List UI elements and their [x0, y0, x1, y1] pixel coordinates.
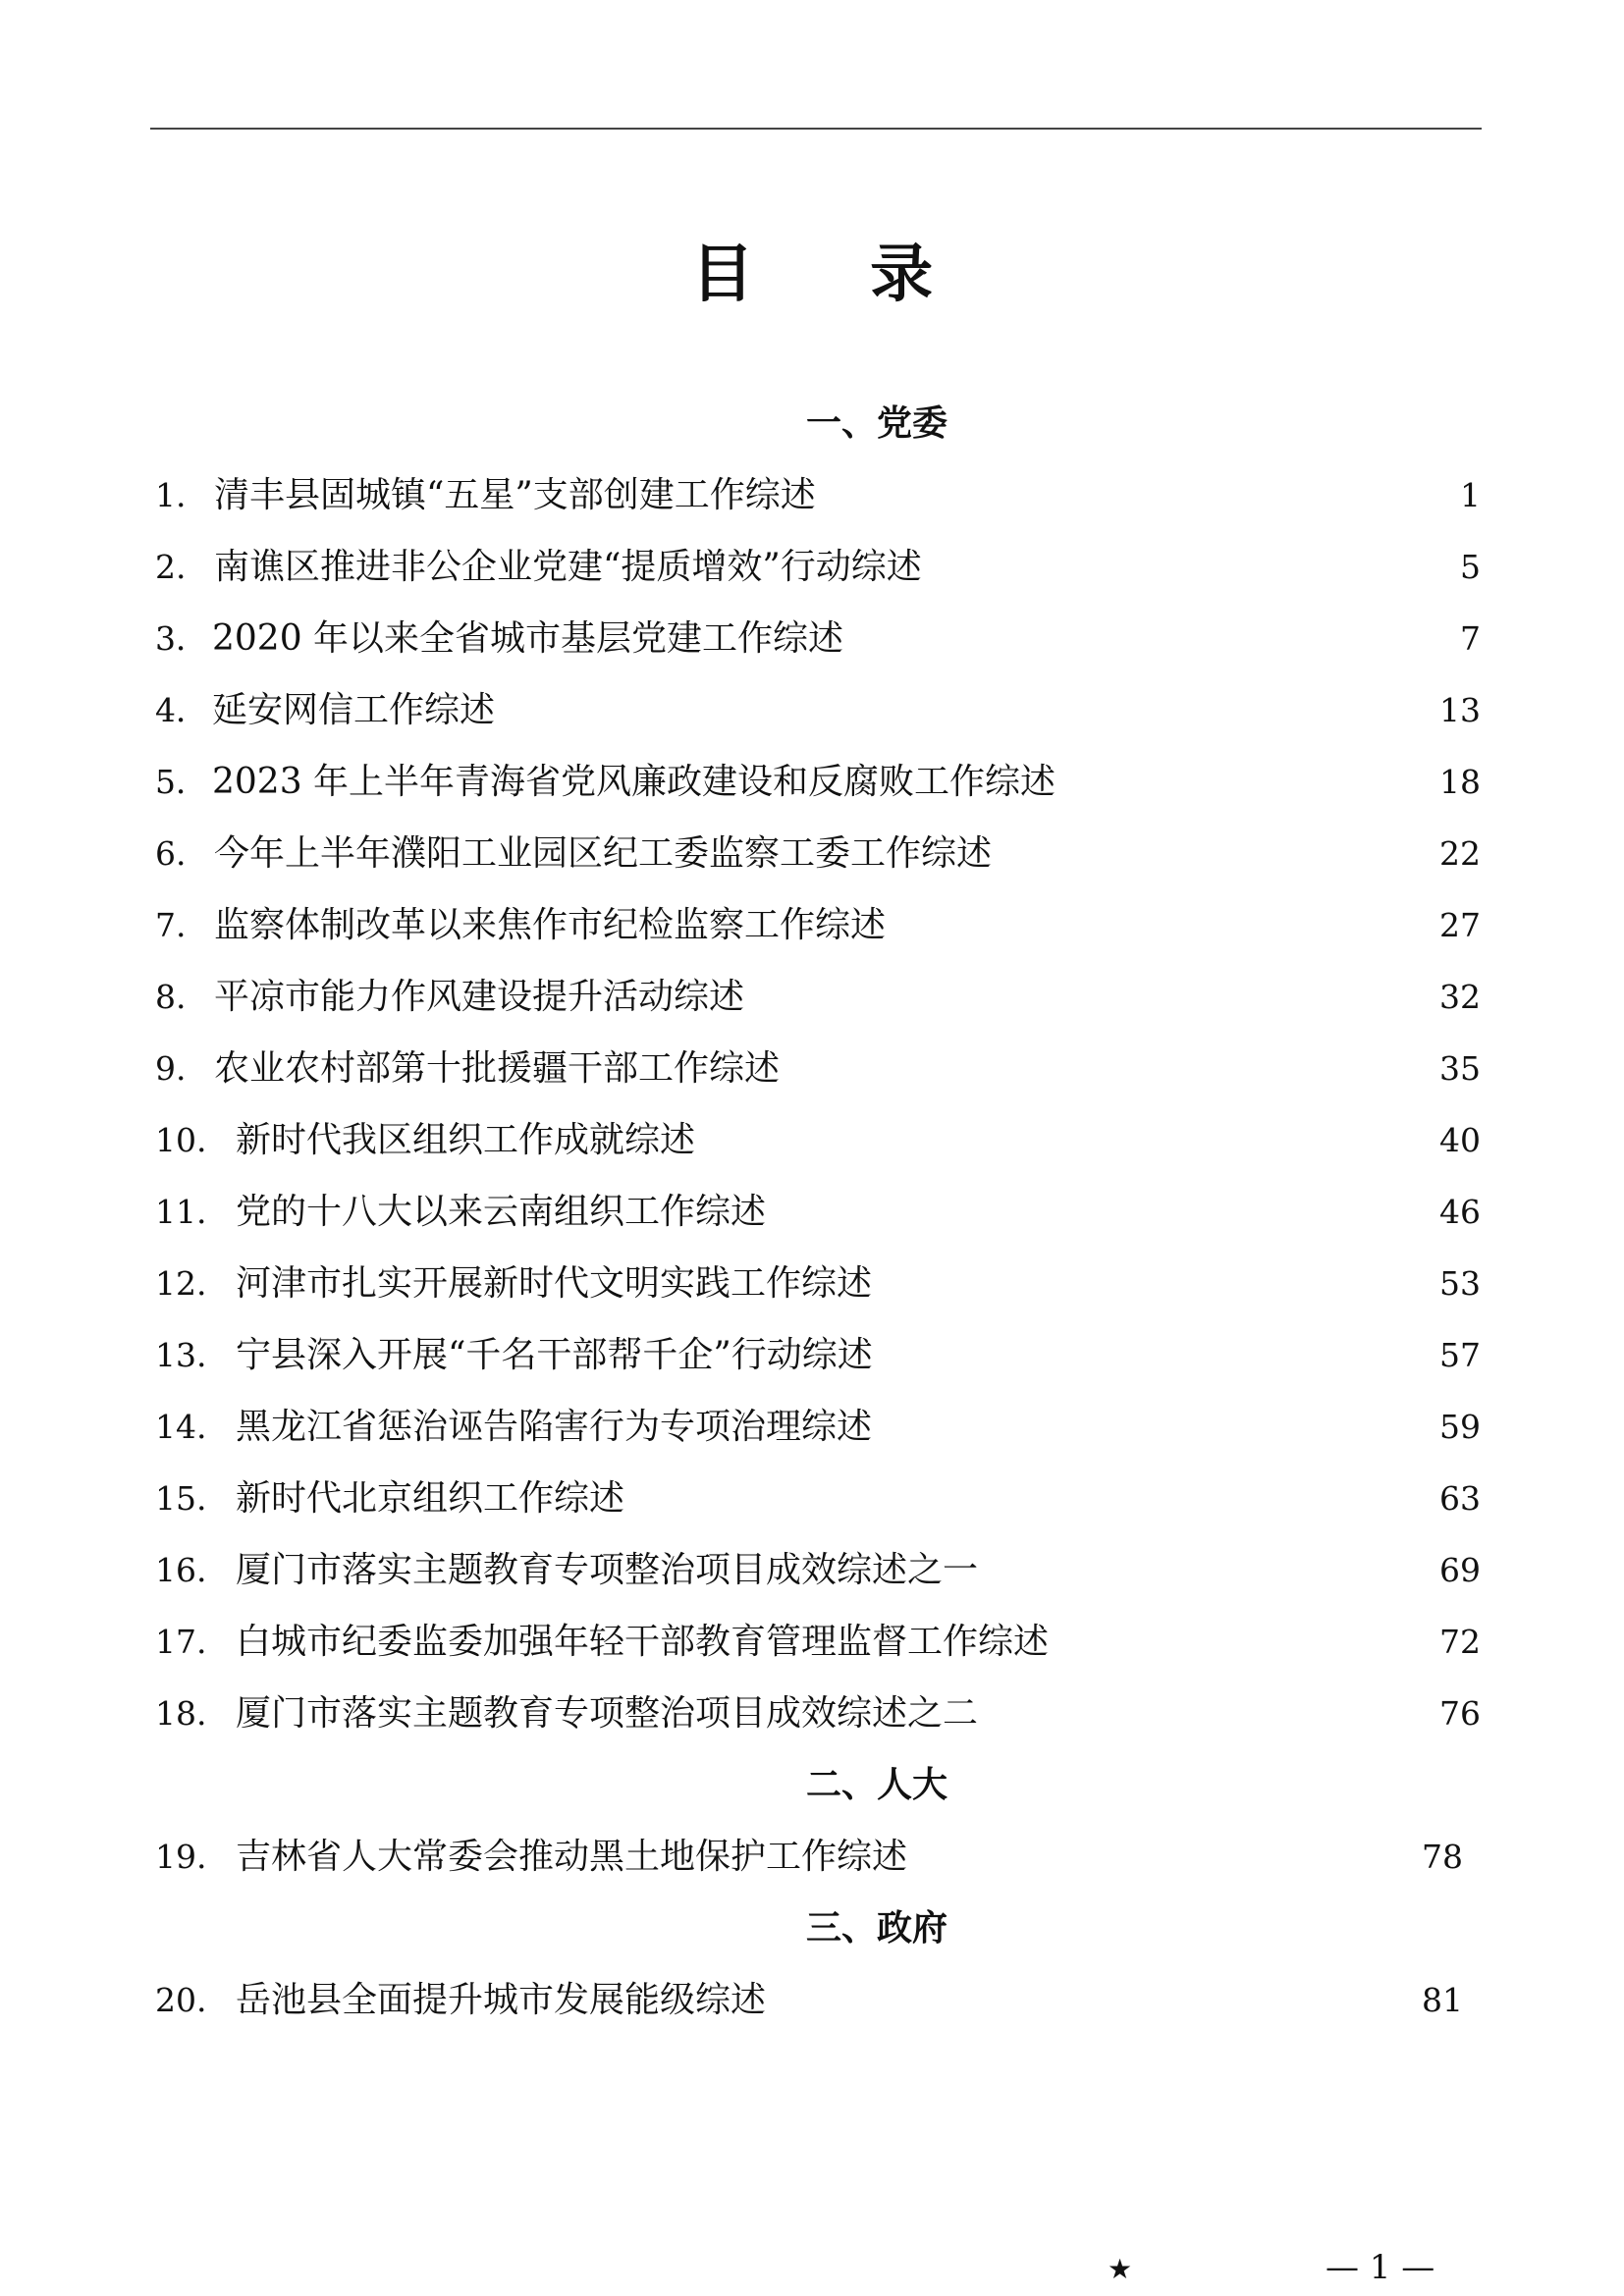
toc-entry-page: 46: [1439, 1193, 1481, 1231]
toc-entry-number: 19.: [155, 1838, 207, 1876]
toc-entry[interactable]: [155, 1606, 1481, 1678]
toc-entry[interactable]: [155, 1391, 1481, 1463]
toc-entry-page: 1: [1460, 476, 1481, 514]
section-heading: 二、人大: [805, 1765, 947, 1805]
toc-entry-number: 8.: [155, 978, 187, 1016]
toc-entry-title: 2023 年上半年青海省党风廉政建设和反腐败工作综述: [212, 762, 1056, 802]
toc-entry-page: 69: [1439, 1551, 1481, 1589]
toc-entry[interactable]: [155, 961, 1481, 1033]
toc-entry-page: 13: [1439, 691, 1481, 729]
toc-entry-page: 32: [1439, 978, 1481, 1016]
toc-entry-title: 岳池县全面提升城市发展能级综述: [236, 1980, 767, 2020]
toc-entry[interactable]: [155, 459, 1481, 531]
header-rule: [150, 128, 1482, 130]
toc-entry-title: 黑龙江省惩治诬告陷害行为专项治理综述: [236, 1407, 873, 1447]
table-of-contents: [155, 388, 1481, 2036]
toc-entry-title: 2020 年以来全省城市基层党建工作综述: [212, 618, 844, 659]
toc-entry-page: 81: [1422, 1981, 1463, 2019]
toc-entry-page: 76: [1439, 1694, 1481, 1733]
toc-entry[interactable]: [155, 1821, 1481, 1893]
toc-entry-title: 南谯区推进非公企业党建“提质增效”行动综述: [214, 547, 922, 587]
toc-entry-title: 今年上半年濮阳工业园区纪工委监察工委工作综述: [214, 833, 993, 874]
toc-entry-page: 27: [1439, 906, 1481, 944]
toc-entry-title: 清丰县固城镇“五星”支部创建工作综述: [214, 475, 816, 515]
toc-entry-number: 11.: [155, 1193, 207, 1231]
toc-entry-number: 12.: [155, 1264, 207, 1303]
toc-entry-title: 白城市纪委监委加强年轻干部教育管理监督工作综述: [236, 1622, 1050, 1662]
toc-entry[interactable]: [155, 1964, 1481, 2036]
toc-entry-number: 15.: [155, 1479, 207, 1518]
toc-entry-title: 延安网信工作综述: [212, 690, 496, 730]
toc-entry-page: 22: [1439, 834, 1481, 873]
toc-entry-page: 59: [1439, 1408, 1481, 1446]
toc-entry-number: 18.: [155, 1694, 207, 1733]
toc-entry-title: 厦门市落实主题教育专项整治项目成效综述之二: [236, 1693, 979, 1734]
toc-entry-page: 63: [1439, 1479, 1481, 1518]
toc-entry-number: 2.: [155, 548, 187, 586]
toc-entry-number: 1.: [155, 476, 187, 514]
toc-entry-title: 河津市扎实开展新时代文明实践工作综述: [236, 1263, 873, 1304]
toc-entry-number: 6.: [155, 834, 187, 873]
toc-entry-title: 平凉市能力作风建设提升活动综述: [214, 977, 745, 1017]
toc-entry-page: 72: [1439, 1623, 1481, 1661]
toc-entry-number: 7.: [155, 906, 187, 944]
toc-entry-number: 5．: [155, 763, 208, 801]
toc-entry-page: 40: [1439, 1121, 1481, 1159]
toc-entry-page: 7: [1460, 619, 1481, 658]
star-icon: ★: [1108, 2253, 1133, 2285]
toc-entry[interactable]: [155, 603, 1481, 674]
toc-entry-number: 13.: [155, 1336, 207, 1374]
toc-entry-title: 新时代我区组织工作成就综述: [236, 1120, 696, 1160]
toc-entry-number: 3．: [155, 619, 208, 658]
toc-entry-title: 农业农村部第十批援疆干部工作综述: [214, 1048, 781, 1089]
toc-entry[interactable]: [155, 1176, 1481, 1248]
toc-entry[interactable]: [155, 1248, 1481, 1319]
toc-entry-number: 17.: [155, 1623, 207, 1661]
page-title: 目 录: [690, 239, 981, 311]
section-heading: 一、党委: [805, 403, 947, 444]
toc-entry-title: 党的十八大以来云南组织工作综述: [236, 1192, 767, 1232]
toc-entry[interactable]: [155, 746, 1481, 818]
toc-entry-number: 10.: [155, 1121, 207, 1159]
toc-entry-number: 20.: [155, 1981, 207, 2019]
toc-entry[interactable]: [155, 1534, 1481, 1606]
toc-entry[interactable]: [155, 1033, 1481, 1104]
toc-entry-page: 78: [1422, 1838, 1463, 1876]
toc-entry[interactable]: [155, 818, 1481, 889]
section-heading: 三、政府: [805, 1908, 947, 1949]
toc-entry[interactable]: [155, 674, 1481, 746]
toc-entry[interactable]: [155, 1463, 1481, 1534]
toc-entry-number: 9.: [155, 1049, 187, 1088]
toc-entry[interactable]: [155, 1678, 1481, 1749]
toc-entry-page: 5: [1460, 548, 1481, 586]
toc-entry[interactable]: [155, 1104, 1481, 1176]
toc-entry-page: 18: [1439, 763, 1481, 801]
toc-entry[interactable]: [155, 1319, 1481, 1391]
toc-entry-number: 14.: [155, 1408, 207, 1446]
toc-entry-number: 4．: [155, 691, 208, 729]
toc-entry-title: 厦门市落实主题教育专项整治项目成效综述之一: [236, 1550, 979, 1590]
toc-entry-number: 16.: [155, 1551, 207, 1589]
page-number: — 1 —: [1326, 2248, 1435, 2287]
toc-entry-page: 57: [1439, 1336, 1481, 1374]
toc-entry[interactable]: [155, 531, 1481, 603]
toc-entry-page: 35: [1439, 1049, 1481, 1088]
toc-entry-title: 宁县深入开展“千名干部帮千企”行动综述: [236, 1335, 873, 1375]
toc-entry-page: 53: [1439, 1264, 1481, 1303]
toc-entry-title: 吉林省人大常委会推动黑土地保护工作综述: [236, 1837, 908, 1877]
toc-entry-title: 监察体制改革以来焦作市纪检监察工作综述: [214, 905, 887, 945]
toc-entry-title: 新时代北京组织工作综述: [236, 1478, 625, 1519]
toc-entry[interactable]: [155, 889, 1481, 961]
